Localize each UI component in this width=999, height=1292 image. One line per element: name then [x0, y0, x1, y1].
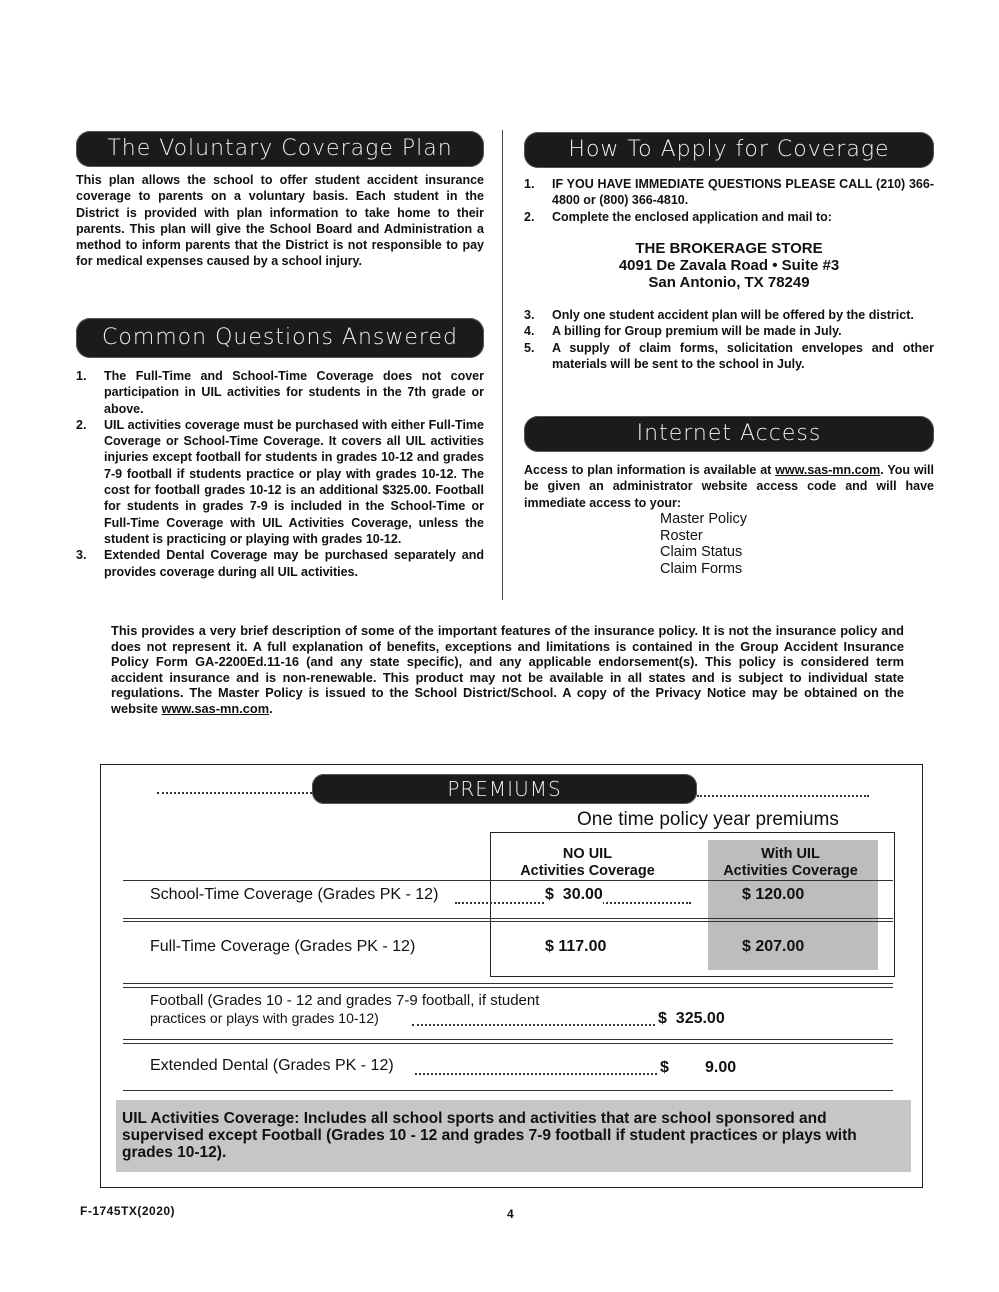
list-item-text: UIL activities coverage must be purchased with either Full-Time Coverage or School-Time Coverage. It covers all UIL activities injuries except football for students in grades 10-12 and grades 7-9 football if students practice or play with grades 10-12. The cost for football grades 10-12 is an additional $325.00. Football for students in grades 7-9 is included in the School-Time or Full-Time Coverage with UIL Activities Coverage, unless the student is practicing or playing with grades 10-12. [104, 417, 484, 546]
internet-access-title-text: Internet Access [636, 421, 822, 446]
access-item-claim-status: Claim Status [660, 544, 743, 560]
row-divider [123, 987, 893, 988]
row-divider [123, 880, 893, 881]
list-item-number: 1. [76, 369, 87, 383]
disclaimer [111, 623, 904, 717]
common-questions-list [76, 368, 484, 580]
premiums-dots-left [157, 780, 312, 794]
form-number: F-1745TX(2020) [80, 1204, 176, 1218]
voluntary-coverage-body: This plan allows the school to offer student accident insurance coverage to parents on a voluntary basis. Each student in the District is provided with plan information to take home to their parents. This plan will give the School Board and Administration a method to inform parents that the District is not responsible to pay for medical expenses caused by a school injury. [76, 173, 484, 269]
premiums-subtitle: One time policy year premiums [577, 809, 839, 830]
with-uil-header-line1: With UIL [761, 846, 820, 862]
apply-steps-bottom [524, 307, 934, 372]
address-street: 4091 De Zavala Road • Suite #3 [618, 257, 840, 274]
row-divider [123, 1043, 893, 1044]
disclaimer-website-link[interactable]: www.sas-mn.com [161, 700, 270, 716]
list-item-text: Extended Dental Coverage may be purchased separately and provides coverage during all UIL activities. [104, 548, 484, 579]
row-divider [123, 918, 893, 919]
premiums-title [312, 774, 697, 804]
disclaimer-end: . [269, 700, 273, 716]
row-price-with-uil: $ 207.00 [742, 938, 805, 955]
list-item [524, 307, 934, 323]
list-item-text: A billing for Group premium will be made in July. [552, 324, 842, 339]
row-divider [123, 1090, 893, 1091]
access-item-master-policy: Master Policy [660, 511, 748, 527]
dental-leader-dots [415, 1059, 657, 1075]
internet-access-body [524, 462, 934, 511]
internet-lead-text: Access to plan information is available at [524, 463, 776, 477]
dental-currency: $ [660, 1059, 669, 1076]
list-item [524, 176, 934, 209]
list-item-text: The Full-Time and School-Time Coverage does not cover participation in UIL activities for students in the 7th grade or above. [104, 369, 484, 416]
list-item-text: A supply of claim forms, solicitation envelopes and other materials will be sent to the school in July. [552, 340, 934, 371]
with-uil-header [708, 846, 873, 880]
list-item [524, 340, 934, 373]
row-divider [123, 921, 893, 922]
mailing-address [524, 240, 934, 291]
how-to-apply-title [524, 132, 934, 168]
uil-note-text: UIL Activities Coverage: Includes all school sports and activities that are school sponsored and supervised except Football (Grades 10 - 12 and grades 7-9 football if student practices or plays with grades 10-12). [122, 1110, 857, 1161]
row-label: School-Time Coverage (Grades PK - 12) [150, 886, 439, 903]
column-divider [502, 130, 503, 600]
row-price-no-uil: $ 30.00 [545, 886, 603, 903]
list-item-number: 1. [524, 177, 535, 191]
list-item-number: 5. [524, 340, 535, 355]
premiums-dots-right [697, 783, 869, 797]
dental-price: 9.00 [705, 1059, 737, 1076]
row-price-no-uil: $ 117.00 [545, 938, 607, 955]
list-item-number: 4. [524, 324, 535, 339]
address-name: THE BROKERAGE STORE [635, 240, 823, 257]
row-divider [123, 983, 893, 984]
voluntary-coverage-title-text: The Voluntary Coverage Plan [107, 136, 453, 161]
row-label: Full-Time Coverage (Grades PK - 12) [150, 938, 416, 955]
internet-access-title [524, 416, 934, 452]
row-price-with-uil: $ 120.00 [742, 886, 805, 903]
table-row-football [150, 992, 890, 1032]
website-link[interactable]: www.sas-mn.com [775, 463, 881, 477]
address-city: San Antonio, TX 78249 [648, 274, 810, 291]
list-item [76, 547, 484, 580]
uil-note-box [116, 1100, 911, 1172]
how-to-apply-title-text: How To Apply for Coverage [568, 137, 890, 162]
list-item-text: IF YOU HAVE IMMEDIATE QUESTIONS PLEASE CALL (210) 366-4800 or (800) 366-4810. [552, 177, 934, 208]
access-item-claim-forms: Claim Forms [660, 560, 743, 577]
common-questions-title [76, 318, 484, 358]
row-divider [123, 1039, 893, 1040]
list-item-number: 3. [76, 548, 87, 563]
list-item-text: Complete the enclosed application and mail to: [552, 209, 832, 224]
row-label: Extended Dental (Grades PK - 12) [150, 1057, 394, 1074]
access-item-roster: Roster [660, 527, 703, 544]
voluntary-coverage-title [76, 131, 484, 167]
list-item-number: 2. [524, 209, 535, 224]
list-item-number: 3. [524, 308, 535, 322]
no-uil-header-line2: Activities Coverage [520, 863, 655, 879]
football-label-line2: practices or plays with grades 10-12) [150, 1010, 379, 1026]
disclaimer-text: This provides a very brief description of some of the important features of the insurance policy. It is not the insurance policy and does not represent it. A full explanation of benefits, exceptions and limitations is contained in the Group Accident Insurance Policy Form GA-2200Ed.11-16 (and any state specific), and any applicable endorsement(s). This policy is considered term accident insurance and is non-renewable. This product may not be available in all states and is subject to individual state regulations. The Master Policy is issued to the School District/School. A copy of the Privacy Notice may be obtained on the website [111, 623, 904, 716]
list-item [76, 417, 484, 547]
list-item [76, 368, 484, 417]
table-row-dental [150, 1057, 890, 1081]
common-questions-title-text: Common Questions Answered [102, 325, 458, 350]
football-price: $ 325.00 [658, 1010, 725, 1027]
list-item [524, 209, 934, 225]
internet-rest-text: . You will be given an administrator website access code and will have immediate access to your: [524, 463, 934, 510]
premiums-title-text: PREMIUMS [447, 777, 562, 801]
page-number: 4 [507, 1207, 514, 1221]
access-list [660, 511, 747, 577]
table-row-school-time [150, 886, 890, 910]
football-label-line1: Football (Grades 10 - 12 and grades 7-9 football, if student [150, 992, 540, 1009]
list-item-number: 2. [76, 417, 87, 432]
no-uil-header-line1: NO UIL [562, 846, 613, 862]
with-uil-header-line2: Activities Coverage [723, 863, 858, 879]
table-row-full-time [150, 938, 890, 962]
football-leader-dots [412, 1012, 655, 1026]
list-item-text: Only one student accident plan will be offered by the district. [552, 308, 914, 322]
no-uil-header [500, 846, 675, 880]
apply-steps-top [524, 176, 934, 225]
list-item [524, 323, 934, 339]
